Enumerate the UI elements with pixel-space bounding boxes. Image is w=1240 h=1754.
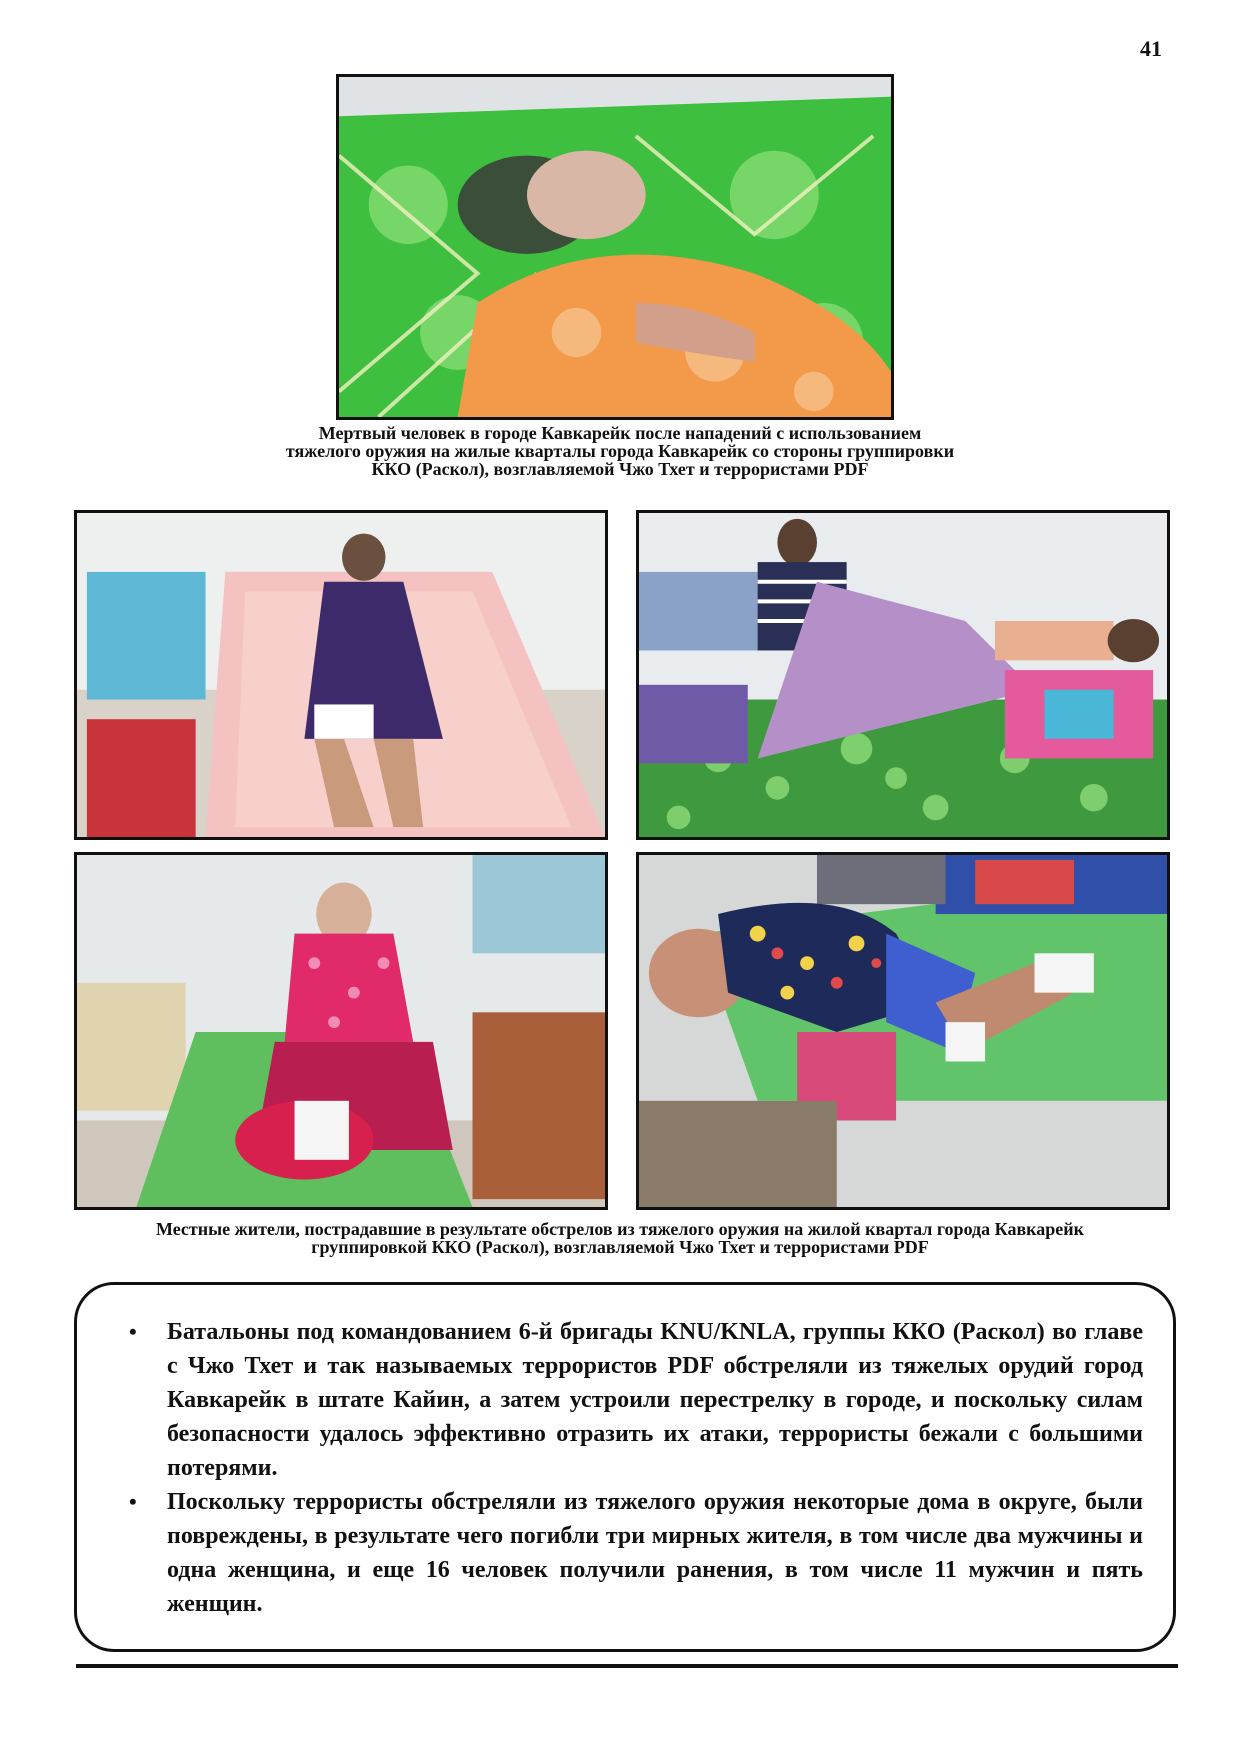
bullet-icon: • — [129, 1489, 137, 1514]
caption-grid-line-2: группировкой ККО (Раскол), возглавляемой Чжо Тхет и террористами PDF — [311, 1237, 929, 1257]
photo-injured-3 — [74, 852, 608, 1210]
summary-item — [129, 1485, 1143, 1621]
summary-item-text: Поскольку террористы обстреляли из тяжелого оружия некоторые дома в округе, были повреждены, в результате чего погибли три мирных жителя, в том числе два мужчины и одна женщина, и еще 16 человек получили ранения, в том числе 11 мужчин и пять женщин. — [167, 1489, 1143, 1617]
photo-injured-2 — [636, 510, 1170, 840]
page-number: 41 — [1140, 36, 1162, 61]
bottom-rule — [76, 1664, 1178, 1668]
photo-deceased — [336, 74, 894, 420]
caption-top — [160, 424, 1080, 478]
summary-list — [109, 1315, 1143, 1621]
summary-item — [129, 1315, 1143, 1485]
summary-box — [74, 1282, 1176, 1652]
caption-grid-line-1: Местные жители, пострадавшие в результате обстрелов из тяжелого оружия на жилой квартал города Кавкарейк — [155, 1219, 1085, 1239]
caption-grid — [60, 1220, 1180, 1256]
caption-top-line-2: тяжелого оружия на жилые кварталы города Кавкарейк со стороны группировки — [285, 441, 955, 461]
photo-injured-4 — [636, 852, 1170, 1210]
caption-top-line-3: ККО (Раскол), возглавляемой Чжо Тхет и террористами PDF — [371, 459, 869, 479]
summary-item-text: Батальоны под командованием 6-й бригады KNU/KNLA, группы ККО (Раскол) во главе с Чжо Тхет и так называемых террористов PDF обстреляли из тяжелых орудий город Кавкарейк в штате Кайин, а затем устроили перестрелку в городе, и поскольку силам безопасности удалось эффективно отразить их атаки, террористы бежали с большими потерями. — [167, 1319, 1143, 1481]
photo-injured-1 — [74, 510, 608, 840]
bullet-icon: • — [129, 1319, 137, 1344]
caption-top-line-1: Мертвый человек в городе Кавкарейк после нападений с использованием — [318, 423, 922, 443]
